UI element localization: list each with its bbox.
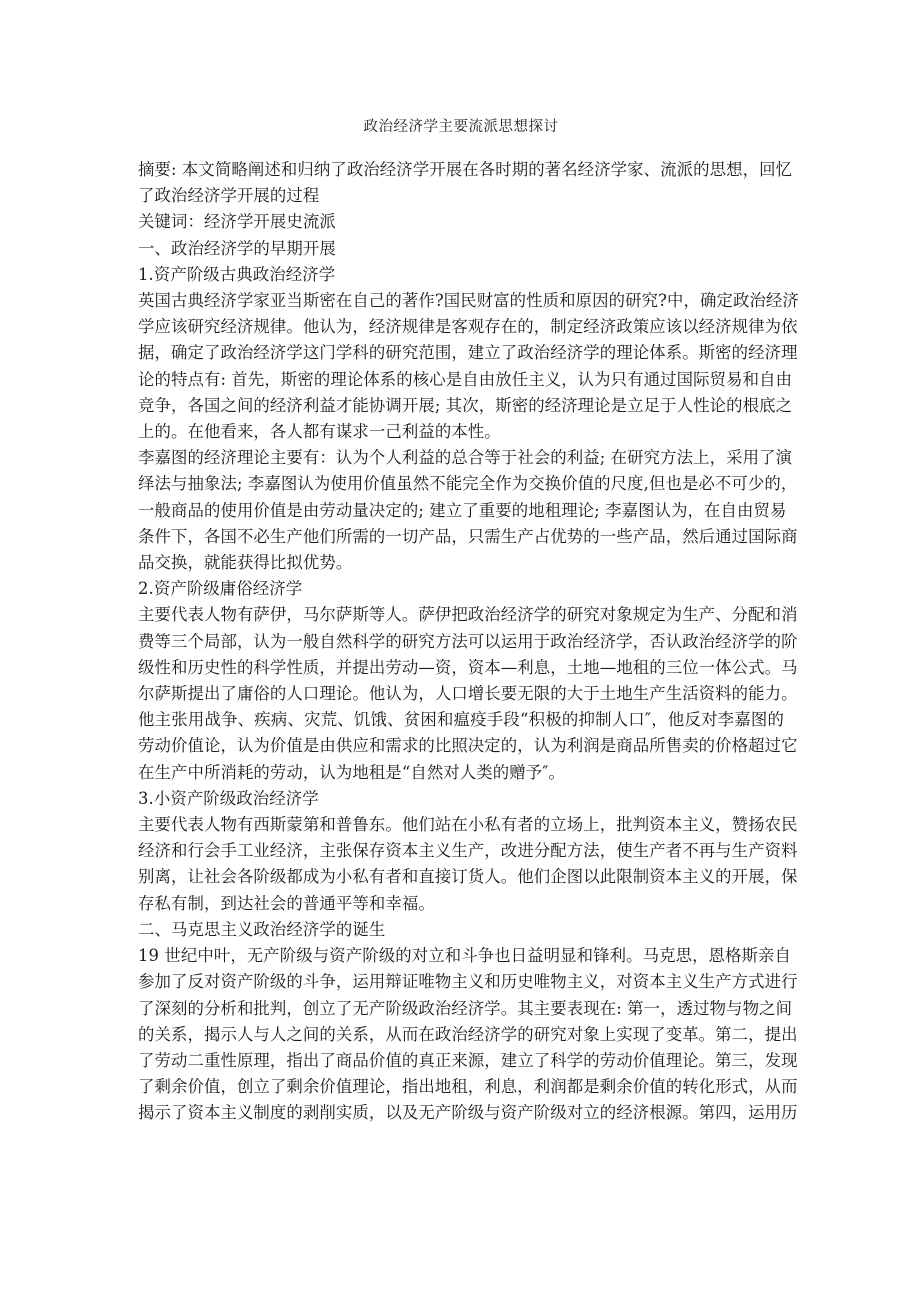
text-line: 经济和行会手工业经济，主张保存资本主义生产，改进分配方法，使生产者不再与生产资料 xyxy=(138,841,798,861)
text-line: 2.资产阶级庸俗经济学 xyxy=(138,579,303,599)
text-line: 了政治经济学开展的过程 xyxy=(138,186,320,206)
text-line: 了劳动二重性原理，指出了商品价值的真正来源，建立了科学的劳动价值理论。第三，发现 xyxy=(138,1050,798,1070)
text-line: 的关系，揭示人与人之间的关系，从而在政治经济学的研究对象上实现了变革。第二，提出 xyxy=(138,1024,798,1044)
text-line: 他主张用战争、疾病、灾荒、饥饿、贫困和瘟疫手段“积极的抑制人口″，他反对李嘉图的 xyxy=(138,710,784,730)
document-title: 政治经济学主要流派思想探讨 xyxy=(363,119,559,135)
text-line: 绎法与抽象法; 李嘉图认为使用价值虽然不能完全作为交换价值的尺度,但也是必不可少的， xyxy=(138,474,798,494)
text-line: 19 世纪中叶，无产阶级与资产阶级的对立和斗争也日益明显和锋利。马克思，恩格斯亲自 xyxy=(138,946,792,966)
text-line: 一、政治经济学的早期开展 xyxy=(138,238,336,258)
text-line: 竞争，各国之间的经济利益才能协调开展; 其次，斯密的经济理论是立足于人性论的根底之 xyxy=(138,395,793,415)
text-line: 品交换，就能获得比拟优势。 xyxy=(138,553,353,573)
text-line: 了深刻的分析和批判，创立了无产阶级政治经济学。其主要表现在: 第一，透过物与物之间 xyxy=(138,998,793,1018)
text-line: 存私有制，到达社会的普通平等和幸福。 xyxy=(138,893,435,913)
text-line: 揭示了资本主义制度的剥削实质，以及无产阶级与资产阶级对立的经济根源。第四，运用历 xyxy=(138,1103,798,1123)
text-line: 条件下，各国不必生产他们所需的一切产品，只需生产占优势的一些产品，然后通过国际商 xyxy=(138,526,798,546)
text-line: 3.小资产阶级政治经济学 xyxy=(138,788,319,808)
text-line: 英国古典经济学家亚当斯密在自己的著作?国民财富的性质和原因的研究?中，确定政治经济 xyxy=(138,291,799,311)
text-line: 尔萨斯提出了庸俗的人口理论。他认为，人口增长要无限的大于土地生产生活资料的能力。 xyxy=(138,684,798,704)
text-line: 主要代表人物有西斯蒙第和普鲁东。他们站在小私有者的立场上，批判资本主义，赞扬农民 xyxy=(138,815,798,835)
text-line: 二、马克思主义政治经济学的诞生 xyxy=(138,919,386,939)
text-line: 摘要: 本文简略阐述和归纳了政治经济学开展在各时期的著名经济学家、流派的思想，回忆 xyxy=(138,160,793,179)
text-line: 论的特点有: 首先，斯密的理论体系的核心是自由放任主义，认为只有通过国际贸易和自由 xyxy=(138,369,793,389)
text-line: 在生产中所消耗的劳动，认为地租是“自然对人类的赠予″。 xyxy=(138,762,565,782)
text-line: 学应该研究经济规律。他认为，经济规律是客观存在的，制定经济政策应该以经济规律为依 xyxy=(138,317,798,337)
document-body xyxy=(138,157,799,1127)
text-line: 主要代表人物有萨伊，马尔萨斯等人。萨伊把政治经济学的研究对象规定为生产、分配和消 xyxy=(138,605,798,625)
text-line: 上的。在他看来，各人都有谋求一己利益的本性。 xyxy=(138,422,501,442)
text-line: 费等三个局部，认为一般自然科学的研究方法可以运用于政治经济学，否认政治经济学的阶 xyxy=(138,631,798,651)
text-line: 了剩余价值，创立了剩余价值理论，指出地租，利息，利润都是剩余价值的转化形式，从而 xyxy=(138,1077,798,1097)
text-line: 关键词：经济学开展史流派 xyxy=(138,212,336,232)
text-line: 别离，让社会各阶级都成为小私有者和直接订货人。他们企图以此限制资本主义的开展，保 xyxy=(138,867,798,887)
text-line: 1.资产阶级古典政治经济学 xyxy=(138,264,336,284)
text-line: 参加了反对资产阶级的斗争，运用辩证唯物主义和历史唯物主义，对资本主义生产方式进行 xyxy=(138,972,798,992)
text-line: 劳动价值论，认为价值是由供应和需求的比照决定的，认为利润是商品所售卖的价格超过它 xyxy=(138,736,798,756)
text-line: 级性和历史性的科学性质，并提出劳动—资，资本—利息，土地—地租的三位一体公式。马 xyxy=(138,657,798,677)
text-line: 李嘉图的经济理论主要有：认为个人利益的总合等于社会的利益; 在研究方法上，采用了演 xyxy=(138,448,793,468)
text-line: 据，确定了政治经济学这门学科的研究范围，建立了政治经济学的理论体系。斯密的经济理 xyxy=(138,343,798,363)
text-line: 一般商品的使用价值是由劳动量决定的; 建立了重要的地租理论; 李嘉图认为，在自由贸易 xyxy=(138,500,787,520)
